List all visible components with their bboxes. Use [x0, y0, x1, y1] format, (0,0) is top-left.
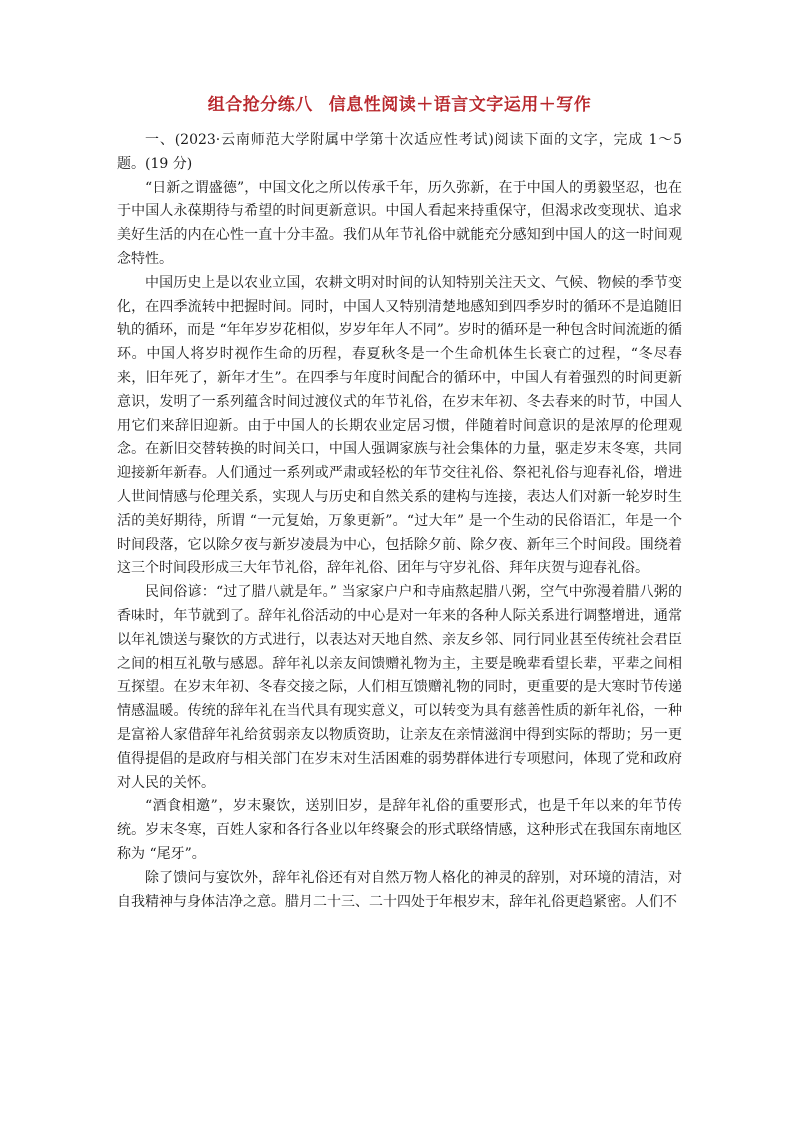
- article-paragraph-4: “酒食相邀”，岁末聚饮，送别旧岁，是辞年礼俗的重要形式，也是千年以来的年节传统。岁末冬寒，百姓人家和各行各业以年终聚会的形式联络情感，这种形式在我国东南地区称为 “尾牙”。: [117, 798, 682, 862]
- article-paragraph-1: “日新之谓盛德”，中国文化之所以传承千年，历久弥新，在于中国人的勇毅坚忍，也在于中国人永葆期待与希望的时间更新意识。中国人看起来持重保守，但渴求改变现状、追求美好生活的内在心性一直十分丰盈。我们从年节礼俗中就能充分感知到中国人的这一时间观念特性。: [117, 179, 682, 267]
- title-part2: 信息性阅读＋语言文字运用＋写作: [328, 95, 592, 115]
- document-page: [117, 93, 682, 914]
- article-paragraph-2: 中国历史上是以农业立国，农耕文明对时间的认知特别关注天文、气候、物候的季节变化，在四季流转中把握时间。同时，中国人又特别清楚地感知到四季岁时的循环不是追随旧轨的循环，而是 “年年岁岁花相似，岁岁年年人不同”。岁时的循环是一种包含时间流逝的循环。中国人将岁时视作生命的历程，春夏秋冬是一个生命机体生长衰亡的过程，“冬尽春来，旧年死了，新年才生”。在四季与年度时间配合的循环中，中国人有着强烈的时间更新意识，发明了一系列蕴含时间过渡仪式的年节礼俗，在岁末年初、冬去春来的时节，中国人用它们来辞旧迎新。由于中国人的长期农业定居习惯，伴随着时间意识的是浓厚的伦理观念。在新旧交替转换的时间关口，中国人强调家族与社会集体的力量，驱走岁末冬寒，共同迎接新年新春。人们通过一系列或严肃或轻松的年节交往礼俗、祭祀礼俗与迎春礼俗，增进人世间情感与伦理关系，实现人与历史和自然关系的建构与连接，表达人们对新一轮岁时生活的美好期待，所谓 “一元复始，万象更新”。“过大年” 是一个生动的民俗语汇，年是一个时间段落，它以除夕夜与新岁凌晨为中心，包括除夕前、除夕夜、新年三个时间段。围绕着这三个时间段形成三大年节礼俗，辞年礼俗、团年与守岁礼俗、拜年庆贺与迎春礼俗。: [117, 274, 682, 577]
- article-paragraph-3: 民间俗谚：“过了腊八就是年。” 当家家户户和寺庙熬起腊八粥，空气中弥漫着腊八粥的香味时，年节就到了。辞年礼俗活动的中心是对一年来的各种人际关系进行调整增进，通常以年礼馈送与聚饮的方式进行，以表达对天地自然、亲友乡邻、同行同业甚至传统社会君臣之间的相互礼敬与感恩。辞年礼以亲友间馈赠礼物为主，主要是晚辈看望长辈，平辈之间相互探望。在岁末年初、冬春交接之际，人们相互馈赠礼物的同时，更重要的是大寒时节传递情感温暖。传统的辞年礼在当代具有现实意义，可以转变为具有慈善性质的新年礼俗，一种是富裕人家借辞年礼给贫弱亲友以物质资助，让亲友在亲情滋润中得到实际的帮助；另一更值得提倡的是政府与相关部门在岁末对生活困难的弱势群体进行专项慰问，体现了党和政府对人民的关怀。: [117, 584, 682, 791]
- title-part1: 组合抢分练八: [207, 95, 313, 115]
- article-paragraph-5: 除了馈问与宴饮外，辞年礼俗还有对自然万物人格化的神灵的辞别，对环境的清洁，对自我精神与身体洁净之意。腊月二十三、二十四处于年根岁末，辞年礼俗更趋紧密。人们不: [117, 869, 682, 910]
- page-title: [117, 93, 682, 117]
- question-intro: 一、(2023·云南师范大学附属中学第十次适应性考试)阅读下面的文字，完成 1～5 题。(19 分): [117, 132, 682, 172]
- article-body: [117, 177, 682, 915]
